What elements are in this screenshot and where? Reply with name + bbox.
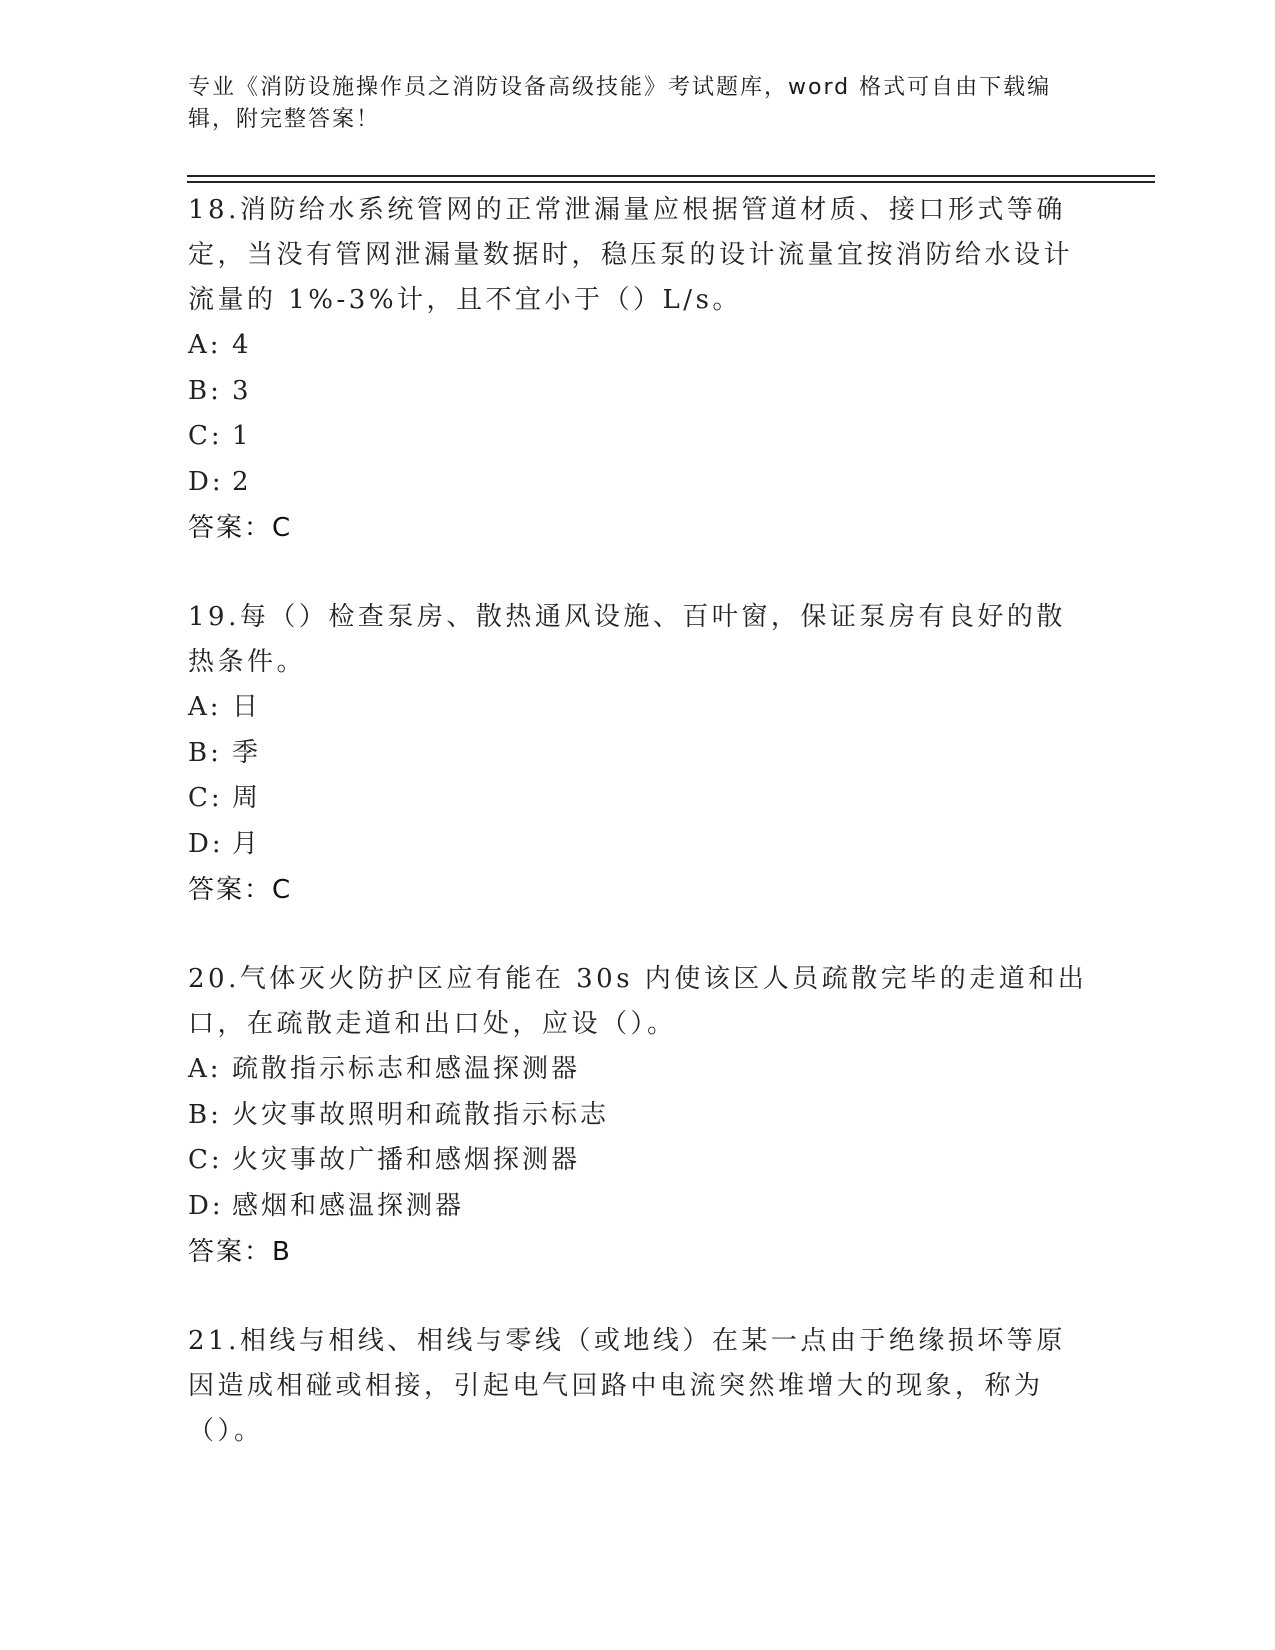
option-letter: C:: [188, 421, 223, 451]
question-stem: 21.相线与相线、相线与零线（或地线）在某一点由于绝缘损坏等原因造成相碰或相接，引起电气回路中电流突然堆增大的现象，称为（）。: [188, 1326, 1066, 1446]
option-d: [188, 1184, 1088, 1230]
option-text: 1: [232, 421, 252, 451]
document-header: 专业《消防设施操作员之消防设备高级技能》考试题库，word 格式可自由下载编辑，附完整答案！: [188, 75, 1052, 132]
option-text: 周: [232, 783, 262, 813]
option-b: [188, 731, 1088, 777]
option-letter: D:: [188, 466, 224, 497]
question-21: [188, 1319, 1088, 1454]
option-text: 4: [232, 330, 252, 360]
question-19: [188, 595, 1088, 914]
option-text: 2: [232, 466, 252, 497]
option-letter: B:: [188, 1099, 222, 1130]
option-a: [188, 323, 1088, 369]
question-stem: 19.每（）检查泵房、散热通风设施、百叶窗，保证泵房有良好的散热条件。: [188, 602, 1066, 677]
question-list: [188, 188, 1088, 1497]
answer-label: 答案：C: [188, 513, 293, 543]
option-c: [188, 776, 1088, 822]
option-letter: D:: [188, 828, 224, 859]
header-divider-bottom: [187, 181, 1155, 183]
option-letter: B:: [188, 375, 222, 406]
option-text: 火灾事故照明和疏散指示标志: [232, 1099, 610, 1130]
option-letter: A:: [188, 330, 222, 360]
option-letter: A:: [188, 692, 222, 722]
option-letter: C:: [188, 783, 223, 813]
option-a: [188, 1047, 1088, 1093]
option-text: 疏散指示标志和感温探测器: [232, 1054, 581, 1084]
question-20: [188, 957, 1088, 1276]
answer-label: 答案：C: [188, 875, 293, 905]
option-c: [188, 1138, 1088, 1184]
option-text: 感烟和感温探测器: [232, 1190, 465, 1221]
option-letter: D:: [188, 1190, 224, 1221]
answer-label: 答案：B: [188, 1237, 292, 1267]
option-d: [188, 460, 1088, 506]
option-letter: C:: [188, 1145, 223, 1175]
question-stem: 18.消防给水系统管网的正常泄漏量应根据管道材质、接口形式等确定，当没有管网泄漏量数据时，稳压泵的设计流量宜按消防给水设计流量的 1%-3%计，且不宜小于（）L/s。: [188, 195, 1074, 315]
option-a: [188, 685, 1088, 731]
option-text: 火灾事故广播和感烟探测器: [232, 1145, 581, 1175]
option-d: [188, 822, 1088, 868]
option-text: 季: [232, 737, 262, 768]
question-18: [188, 188, 1088, 552]
option-letter: A:: [188, 1054, 222, 1084]
option-text: 日: [232, 692, 262, 722]
option-text: 月: [232, 828, 262, 859]
option-c: [188, 414, 1088, 460]
option-text: 3: [232, 375, 252, 406]
question-stem: 20.气体灭火防护区应有能在 30s 内使该区人员疏散完毕的走道和出口，在疏散走道和出口处，应设（）。: [188, 964, 1088, 1039]
option-b: [188, 1093, 1088, 1139]
option-b: [188, 369, 1088, 415]
header-divider-top: [187, 175, 1155, 177]
option-letter: B:: [188, 737, 222, 768]
